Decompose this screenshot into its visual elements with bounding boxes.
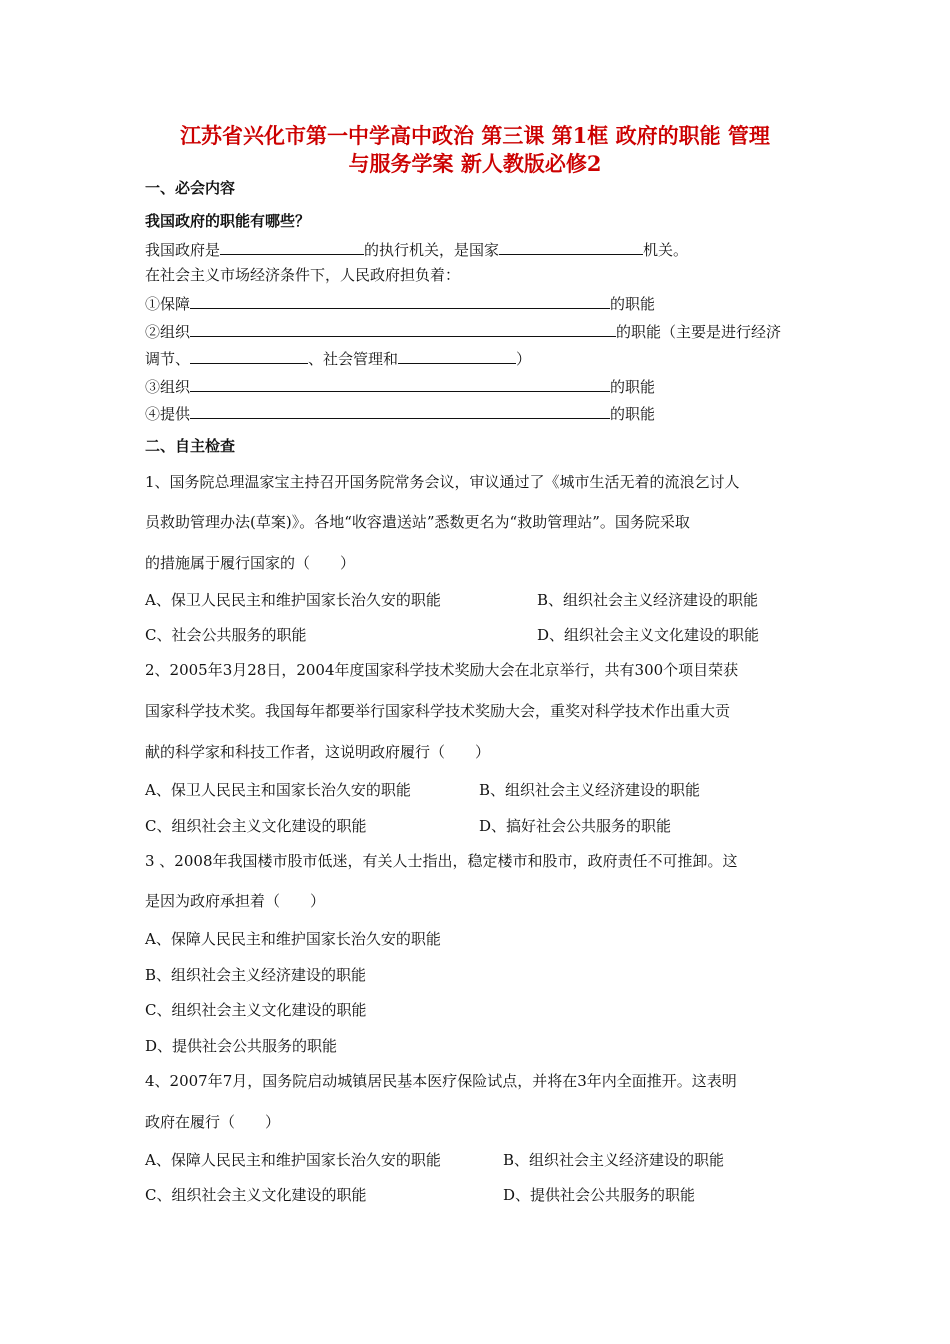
question-1-line-3: 的措施属于履行国家的（ ） [145,554,356,572]
question-3-option-b: B、组织社会主义经济建设的职能 [145,966,367,984]
function-2-cont-c: ） [516,350,532,368]
function-line-2-cont [145,347,531,369]
question-2-option-b: B、组织社会主义经济建设的职能 [479,781,701,799]
answer-blank [190,375,610,392]
section-2-heading: 二、自主检查 [145,437,236,455]
document-title-line-2: 与服务学案 新人教版必修2 [348,151,602,176]
section-1-heading: 一、必会内容 [145,179,236,197]
question-2-option-c: C、组织社会主义文化建设的职能 [145,817,367,835]
question-1-line-1: 1、国务院总理温家宝主持召开国务院常务会议，审议通过了《城市生活无着的流浪乞讨人 [145,473,740,491]
answer-blank [190,402,610,419]
fill-line-1 [145,238,688,260]
fill-line-1-text-b: 的执行机关，是国家 [364,241,500,259]
function-2-suffix: 的职能（主要是进行经济 [616,323,782,341]
question-2-option-a: A、保卫人民民主和国家长治久安的职能 [145,781,411,799]
answer-blank [190,320,616,337]
question-1-option-d: D、组织社会主义文化建设的职能 [537,626,760,644]
question-2-option-d: D、搞好社会公共服务的职能 [479,817,672,835]
question-4-option-d: D、提供社会公共服务的职能 [503,1186,696,1204]
function-3-suffix: 的职能 [610,378,656,396]
function-2-cont-b: 、社会管理和 [308,350,399,368]
question-3-line-2: 是因为政府承担着（ ） [145,892,326,910]
question-3-option-a: A、保障人民民主和维护国家长治久安的职能 [145,930,441,948]
question-3-line-1: 3 、2008年我国楼市股市低迷，有关人士指出，稳定楼市和股市，政府责任不可推卸。这 [145,852,738,870]
function-2-prefix: ②组织 [145,323,191,341]
question-3-option-d: D、提供社会公共服务的职能 [145,1037,338,1055]
question-4-line-1: 4、2007年7月，国务院启动城镇居民基本医疗保险试点，并将在3年内全面推开。这表明 [145,1072,737,1090]
function-line-4 [145,402,655,424]
answer-blank [499,238,643,255]
function-line-1 [145,292,655,314]
question-1-line-2: 员救助管理办法(草案)》。各地“收容遣送站”悉数更名为“救助管理站”。国务院采取 [145,513,690,531]
question-2-line-3: 献的科学家和科技工作者，这说明政府履行（ ） [145,743,491,761]
answer-blank [220,238,364,255]
fill-line-1-text-a: 我国政府是 [145,241,221,259]
answer-blank [190,347,308,364]
fill-line-1-text-c: 机关。 [643,241,689,259]
function-3-prefix: ③组织 [145,378,191,396]
function-2-cont-a: 调节、 [145,350,191,368]
answer-blank [398,347,516,364]
function-1-suffix: 的职能 [610,295,656,313]
function-line-3 [145,375,655,397]
question-1-option-b: B、组织社会主义经济建设的职能 [537,591,759,609]
question-2-line-1: 2、2005年3月28日，2004年度国家科学技术奖励大会在北京举行，共有300个项目荣获 [145,661,739,679]
question-3-option-c: C、组织社会主义文化建设的职能 [145,1001,367,1019]
question-1-option-a: A、保卫人民民主和维护国家长治久安的职能 [145,591,441,609]
function-4-suffix: 的职能 [610,405,656,423]
question-4-option-b: B、组织社会主义经济建设的职能 [503,1151,725,1169]
section-1-question: 我国政府的职能有哪些？ [145,212,311,230]
question-4-option-c: C、组织社会主义文化建设的职能 [145,1186,367,1204]
question-2-line-2: 国家科学技术奖。我国每年都要举行国家科学技术奖励大会，重奖对科学技术作出重大贡 [145,702,731,720]
question-4-line-2: 政府在履行（ ） [145,1113,281,1131]
function-4-prefix: ④提供 [145,405,191,423]
document-title-line-1: 江苏省兴化市第一中学高中政治 第三课 第1框 政府的职能 管理 [180,123,770,148]
fill-line-2: 在社会主义市场经济条件下，人民政府担负着： [145,266,461,284]
function-1-prefix: ①保障 [145,295,191,313]
question-1-option-c: C、社会公共服务的职能 [145,626,307,644]
question-4-option-a: A、保障人民民主和维护国家长治久安的职能 [145,1151,441,1169]
answer-blank [190,292,610,309]
function-line-2 [145,320,781,342]
